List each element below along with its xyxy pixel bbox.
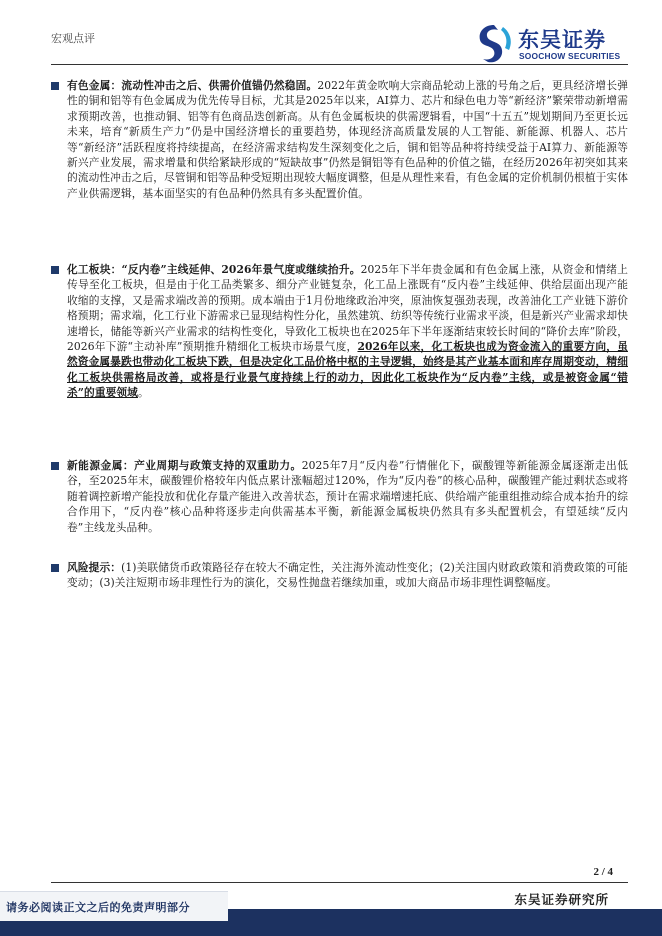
section-chemicals	[51, 262, 628, 401]
section-body: 2022年黄金吹响大宗商品轮动上涨的号角之后，更具经济增长弹性的铜和铝等有色金属成为优先传导目标，尤其是2025年以来，AI算力、芯片和绿色电力等“新经济”繁荣带动新增需求预期改善，也推动铜、铝等有色商品迭创新高。从有色金属板块的供需逻辑看，中国“十五五”规划期间乃至更长远未来，培育“新质生产力”仍是中国经济增长的重要趋势，体现经济高质量发展的人工智能、新能源、机器人、芯片等“新经济”活跃程度将持续提高，在经济需求结构发生深刻变化之后，铜和铝等品种将持续受益于AI算力、新能源等新兴产业发展，需求增量和供给紧缺形成的“短缺故事”仍然是铜铝等有色品种的价值之锚，在经历2026年初突如其来的流动性冲击之后，尽管铜和铝等品种受短期出现较大幅度调整，但是从理性来看，有色金属的定价机制仍根植于实体产业供需逻辑，基本面坚实的有色品种仍然具有多头配置价值。	[67, 79, 628, 200]
research-institute-name: 东吴证券研究所	[514, 892, 609, 907]
square-bullet-icon	[51, 266, 59, 274]
section-lead: 化工板块：“反内卷”主线延伸、2026年景气度或继续抬升。	[67, 263, 361, 276]
section-paragraph	[67, 458, 628, 535]
section-paragraph	[67, 560, 628, 591]
section-lead: 有色金属：流动性冲击之后、供需价值锚仍然稳固。	[67, 79, 318, 92]
section-body: 2025年下半年贵金属和有色金属上涨，从资金和情绪上传导至化工板块，但是由于化工品类繁多、细分产业链复杂，化工品上涨既有“反内卷”主线延伸、供给层面出现产能收缩的支撑，又是需求端改善的预期。成本端由于1月份地缘政治冲突，原油恢复强劲表现，改善油化工产业链下游价格预期；需求端，化工行业下游需求已显现结构性分化，虽然建筑、纺织等传统行业需求平淡，但是新兴产业需求却快速增长，储能等新兴产业需求的结构性变化，导致化工板块也在2025年下半年逐渐结束较长时间的“降价去库”阶段，2026年下游“主动补库”预期推升精细化工板块市场景气度，	[67, 263, 628, 354]
soochow-logo-icon	[474, 23, 514, 63]
section-paragraph	[67, 78, 628, 201]
logo-text-cn: 东吴证券	[518, 28, 606, 52]
section-metals	[51, 78, 628, 201]
footer-divider	[51, 882, 628, 883]
square-bullet-icon	[51, 82, 59, 90]
company-logo	[474, 23, 624, 63]
section-body: (1)美联储货币政策路径存在较大不确定性，关注海外流动性变化；(2)关注国内财政政策和消费政策的可能变动；(3)关注短期市场非理性行为的演化，交易性抛盘若继续加重，或加大商品市场非理性调整幅度。	[67, 561, 628, 590]
section-emphasis: 2026年以来，化工板块也成为资金流入的重要方向，虽然资金属暴跌也带动化工板块下跌，但是决定化工品价格中枢的主导逻辑，始终是其产业基本面和库存周期变动，精细化工板块供需格局改善，或将是行业景气度持续上行的动力，因此化工板块作为“反内卷”主线，或是被资金属“错杀”的重要领域	[67, 340, 628, 400]
section-risk-warning	[51, 560, 628, 591]
section-tail: 。	[137, 386, 149, 400]
section-lead: 风险提示：	[67, 561, 122, 574]
disclaimer-notice: 请务必阅读正文之后的免责声明部分	[6, 901, 190, 914]
logo-text-en: SOOCHOW SECURITIES	[519, 51, 621, 61]
square-bullet-icon	[51, 462, 59, 470]
report-category: 宏观点评	[51, 32, 95, 45]
section-paragraph	[67, 262, 628, 401]
square-bullet-icon	[51, 564, 59, 572]
section-new-energy-metals	[51, 458, 628, 535]
page-number: 2 / 4	[593, 866, 613, 878]
section-body: 2025年7月“反内卷”行情催化下，碳酸锂等新能源金属逐渐走出低谷，至2025年末，碳酸锂价格较年内低点累计涨幅超过120%，作为“反内卷”的核心品种，碳酸锂产能过剩状态或将随着调控新增产能投放和优化存量产能进入改善状态，预计在需求端增速托底、供给端产能重组推动综合成本抬升的综合作用下，“反内卷”核心品种将逐步走向供需基本平衡，新能源金属板块仍然具有多头配置机会，有望延续“反内卷”主线龙头品种。	[67, 459, 628, 534]
section-lead: 新能源金属：产业周期与政策支持的双重助力。	[67, 459, 302, 472]
header-divider	[51, 64, 628, 65]
